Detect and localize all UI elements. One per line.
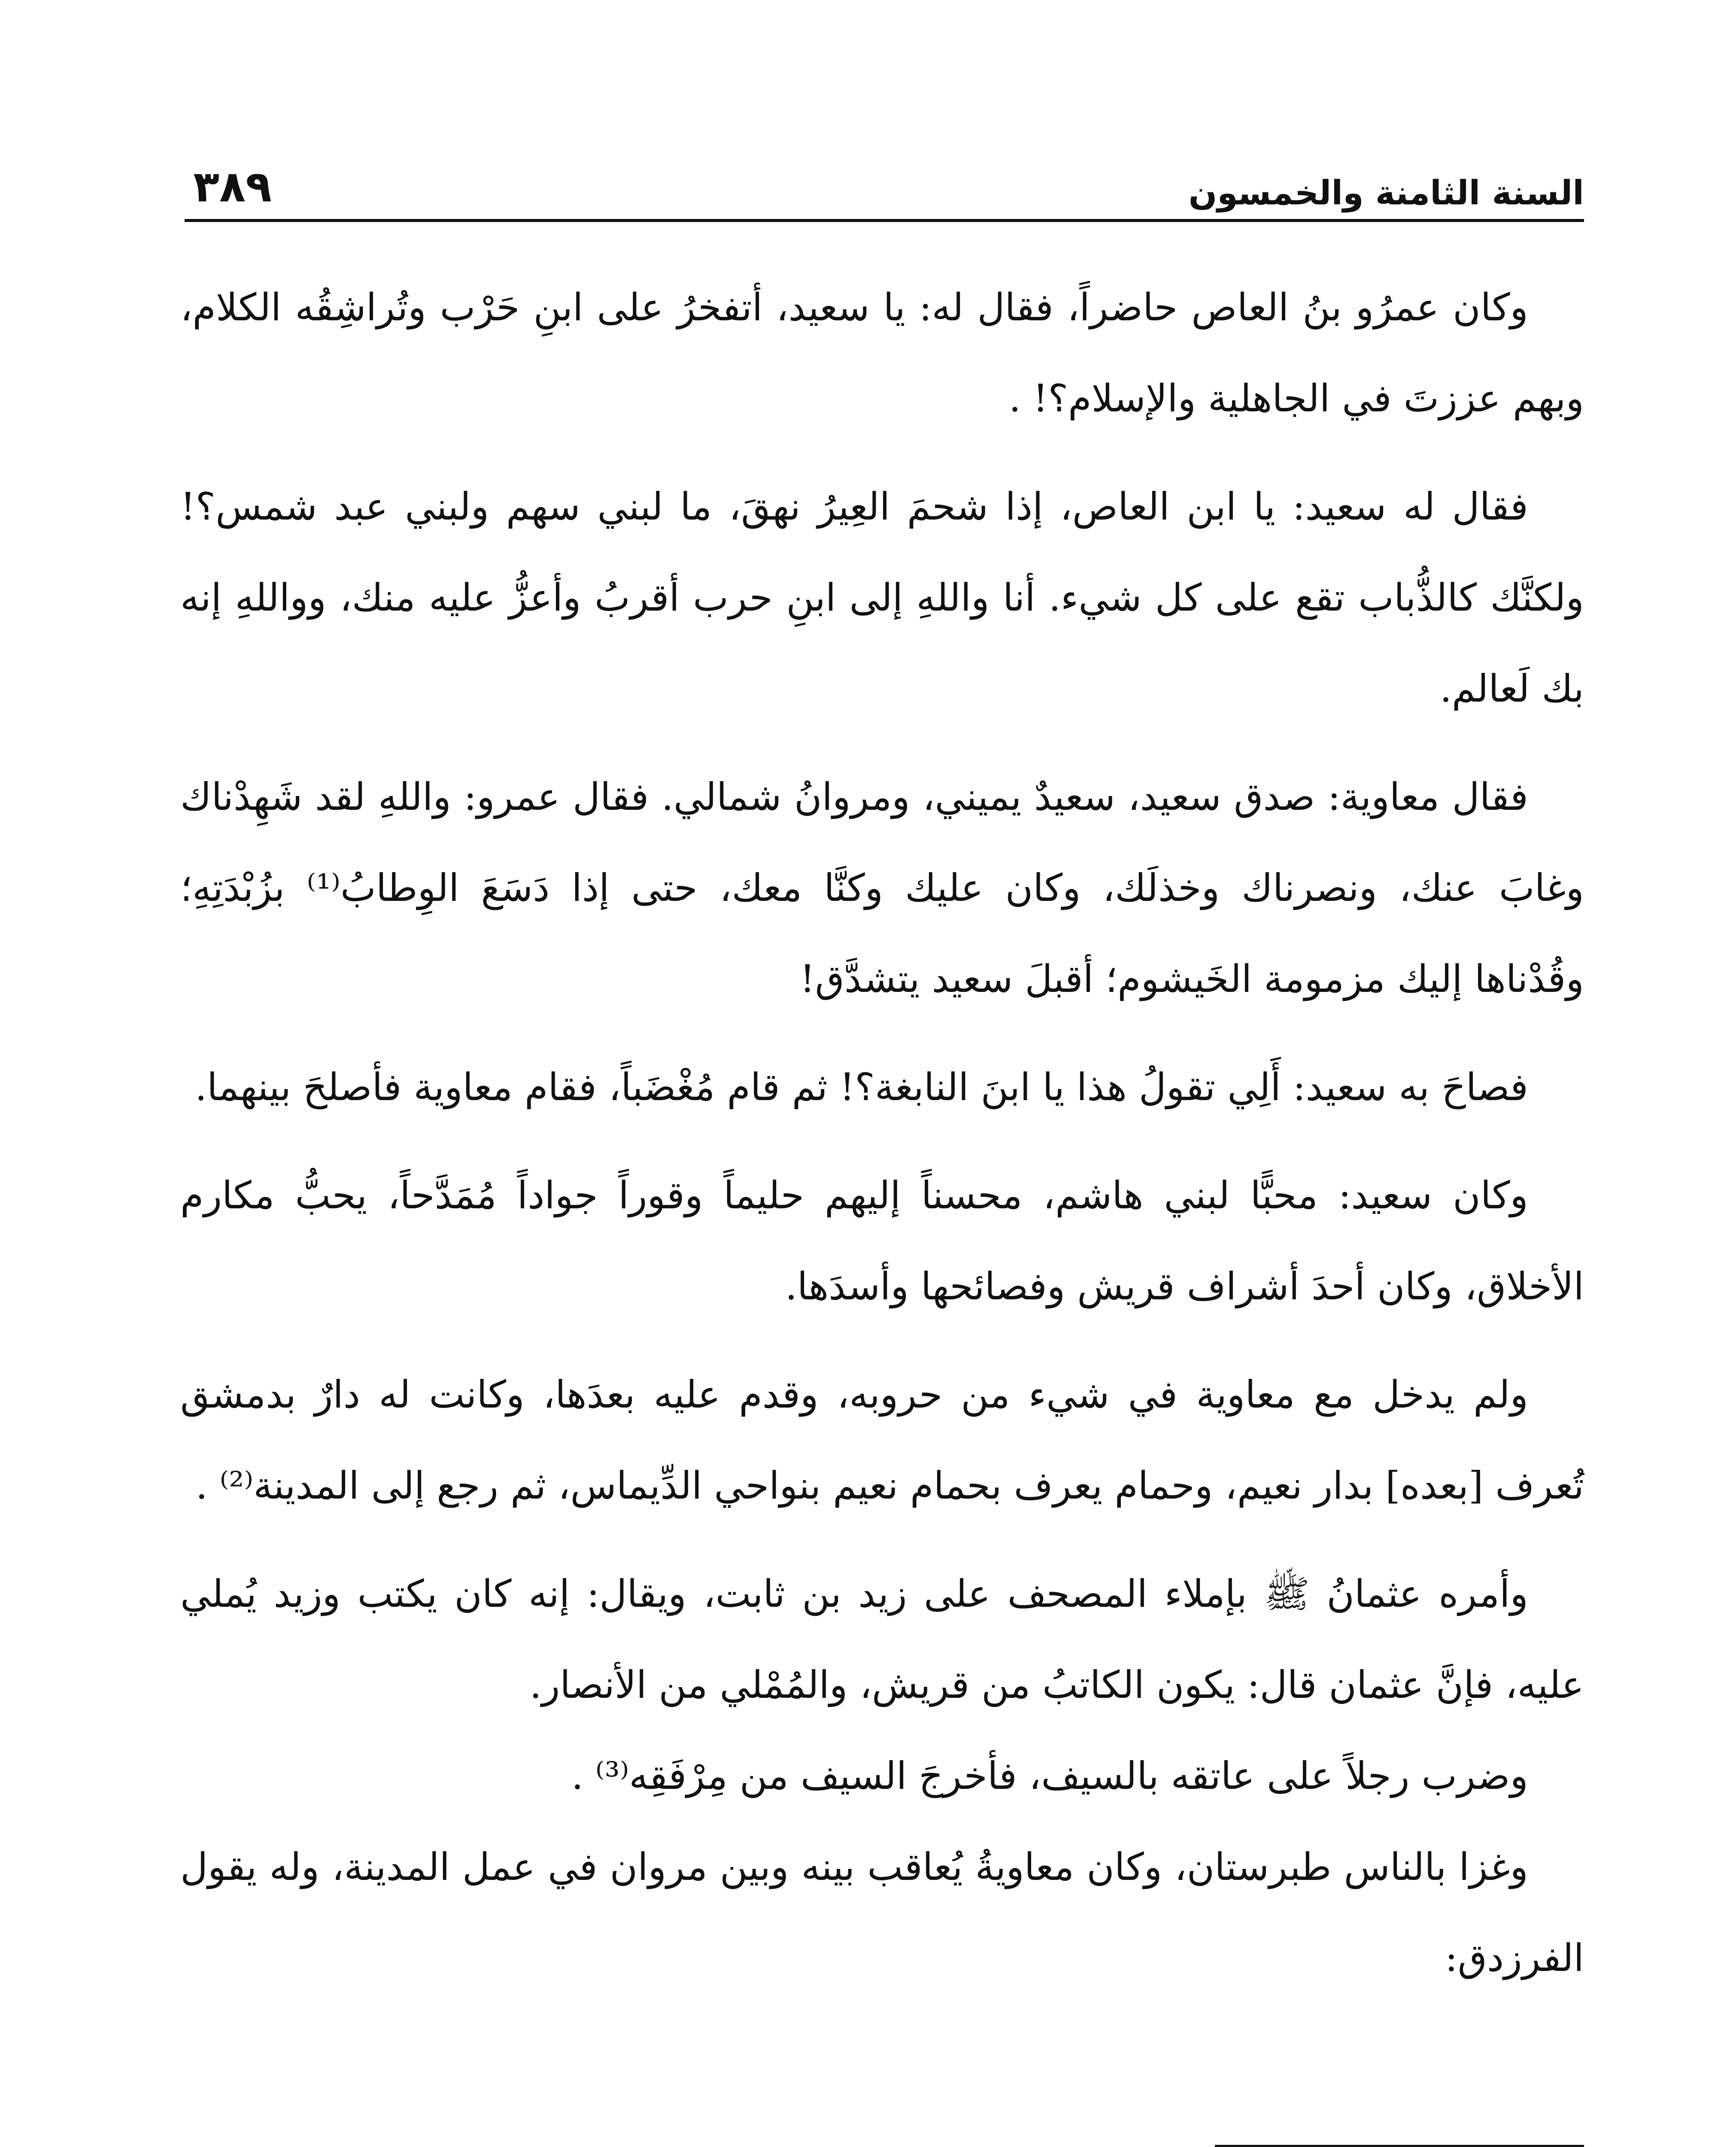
paragraph: فصاحَ به سعيد: أَلِي تقولُ هذا يا ابنَ النابغة؟! ثم قام مُغْضَباً، فقام معاوية فأصلحَ بينهما.	[195, 1065, 1528, 1109]
chapter-title: السنة الثامنة والخمسون	[1188, 174, 1584, 213]
paragraph: وأمره عثمانُ ﷺ بإملاء المصحف على زيد بن ثابت، ويقال: إنه كان يكتب وزيد يُملي عليه، فإنَّ عثمان قال: يكون الكاتبُ من قريش، والمُمْلي من الأنصار.	[180, 1572, 1584, 1707]
paragraph: وغزا بالناس طبرستان، وكان معاويةُ يُعاقب بينه وبين مروان في عمل المدينة، وله يقول الفرزدق:	[180, 1845, 1584, 1980]
paragraph: وضرب رجلاً على عاتقه بالسيف، فأخرجَ السيف من مِرْفَقِه⁽³⁾ .	[571, 1754, 1528, 1798]
running-header	[185, 142, 1584, 228]
header-divider	[185, 219, 1584, 222]
paragraph: وكان سعيد: محبًّا لبني هاشم، محسناً إليهم حليماً وقوراً جواداً مُمَدَّحاً، يحبُّ مكارم الأخلاق، وكان أحدَ أشراف قريش وفصائحها وأسدَها.	[180, 1173, 1584, 1308]
paragraph: ولم يدخل مع معاوية في شيء من حروبه، وقدم عليه بعدَها، وكانت له دارٌ بدمشق تُعرف [بعده] بدار نعيم، وحمام يعرف بحمام نعيم بنواحي الدِّيماس، ثم رجع إلى المدينة⁽²⁾ .	[180, 1372, 1584, 1508]
page-number: ٣٨٩	[193, 161, 272, 212]
paragraph: وكان عمرُو بنُ العاص حاضراً، فقال له: يا سعيد، أتفخرُ على ابنِ حَرْب وتُراشِقُه الكلام، وبهم عززتَ في الجاهلية والإسلام؟! .	[180, 285, 1584, 420]
paragraph: فقال معاوية: صدق سعيد، سعيدٌ يميني، ومروانُ شمالي. فقال عمرو: واللهِ لقد شَهِدْناك وغابَ عنك، ونصرناك وخذلَك، وكان عليك وكنَّا معك، حتى إذا دَسَعَ الوِطابُ⁽¹⁾ بزُبْدَتِهِ؛ وقُدْناها إليك مزمومة الخَيشوم؛ أقبلَ سعيد يتشدَّق!	[180, 775, 1584, 1001]
footnote-divider	[1215, 2145, 1584, 2147]
paragraph: فقال له سعيد: يا ابن العاص، إذا شحمَ العِيرُ نهقَ، ما لبني سهم ولبني عبد شمس؟! ولكنَّك كالذُّباب تقع على كل شيء. أنا واللهِ إلى ابنِ حرب أقربُ وأعزُّ عليه منك، وواللهِ إنه بك لَعالم.	[180, 484, 1584, 711]
main-text	[180, 262, 1584, 2021]
